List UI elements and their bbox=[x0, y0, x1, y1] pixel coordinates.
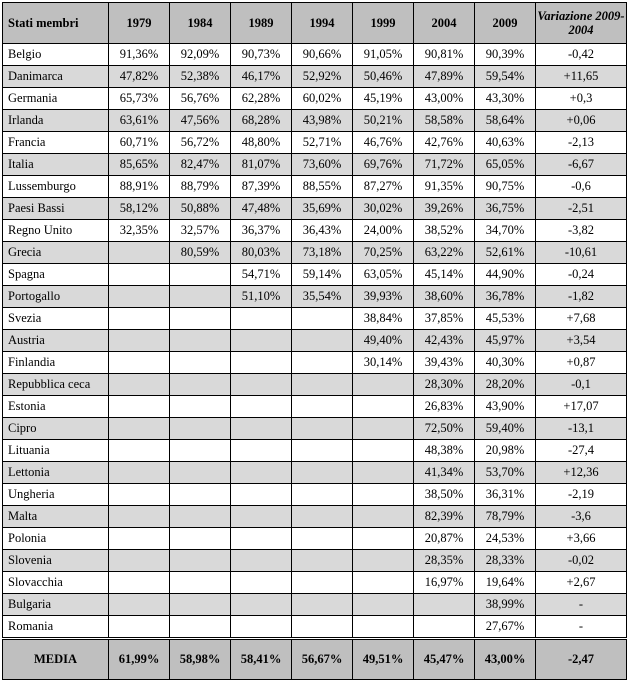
turnout-cell: 48,38% bbox=[414, 440, 475, 462]
turnout-cell bbox=[231, 440, 292, 462]
variation-cell: +0,06 bbox=[536, 110, 627, 132]
turnout-cell bbox=[170, 374, 231, 396]
turnout-cell: 60,02% bbox=[292, 88, 353, 110]
turnout-cell: 24,00% bbox=[353, 220, 414, 242]
country-cell: Malta bbox=[3, 506, 109, 528]
country-cell: Slovacchia bbox=[3, 572, 109, 594]
table-row bbox=[3, 198, 627, 220]
variation-cell: -0,1 bbox=[536, 374, 627, 396]
turnout-cell bbox=[292, 396, 353, 418]
turnout-cell bbox=[109, 396, 170, 418]
turnout-cell: 56,76% bbox=[170, 88, 231, 110]
turnout-cell: 43,30% bbox=[475, 88, 536, 110]
turnout-cell: 46,17% bbox=[231, 66, 292, 88]
table-row bbox=[3, 110, 627, 132]
turnout-cell bbox=[109, 594, 170, 616]
variation-cell: -2,13 bbox=[536, 132, 627, 154]
table-row bbox=[3, 352, 627, 374]
country-cell: Irlanda bbox=[3, 110, 109, 132]
turnout-cell: 47,48% bbox=[231, 198, 292, 220]
turnout-cell: 39,43% bbox=[414, 352, 475, 374]
turnout-cell: 80,03% bbox=[231, 242, 292, 264]
variation-cell: +17,07 bbox=[536, 396, 627, 418]
turnout-cell: 59,14% bbox=[292, 264, 353, 286]
turnout-cell: 73,18% bbox=[292, 242, 353, 264]
turnout-cell bbox=[170, 418, 231, 440]
table-row bbox=[3, 154, 627, 176]
turnout-cell bbox=[292, 462, 353, 484]
variation-cell: +3,66 bbox=[536, 528, 627, 550]
turnout-table-container bbox=[2, 2, 626, 680]
variation-cell: +12,36 bbox=[536, 462, 627, 484]
turnout-cell: 36,31% bbox=[475, 484, 536, 506]
turnout-cell bbox=[109, 242, 170, 264]
turnout-cell bbox=[231, 308, 292, 330]
turnout-cell: 44,90% bbox=[475, 264, 536, 286]
turnout-cell: 26,83% bbox=[414, 396, 475, 418]
turnout-cell bbox=[231, 396, 292, 418]
turnout-cell: 39,26% bbox=[414, 198, 475, 220]
variation-cell: +0,87 bbox=[536, 352, 627, 374]
variation-cell: -13,1 bbox=[536, 418, 627, 440]
turnout-cell: 28,35% bbox=[414, 550, 475, 572]
turnout-cell: 81,07% bbox=[231, 154, 292, 176]
turnout-cell: 32,57% bbox=[170, 220, 231, 242]
country-cell: Spagna bbox=[3, 264, 109, 286]
country-cell: Ungheria bbox=[3, 484, 109, 506]
variation-cell: -0,24 bbox=[536, 264, 627, 286]
turnout-cell: 42,76% bbox=[414, 132, 475, 154]
table-row bbox=[3, 330, 627, 352]
turnout-cell bbox=[353, 506, 414, 528]
table-row bbox=[3, 374, 627, 396]
turnout-cell: 45,97% bbox=[475, 330, 536, 352]
variation-cell: -6,67 bbox=[536, 154, 627, 176]
table-row bbox=[3, 176, 627, 198]
country-cell: Francia bbox=[3, 132, 109, 154]
turnout-cell bbox=[231, 528, 292, 550]
turnout-cell bbox=[353, 616, 414, 639]
turnout-cell bbox=[292, 506, 353, 528]
turnout-cell bbox=[292, 330, 353, 352]
turnout-cell: 16,97% bbox=[414, 572, 475, 594]
country-cell: Austria bbox=[3, 330, 109, 352]
turnout-cell: 32,35% bbox=[109, 220, 170, 242]
table-row bbox=[3, 264, 627, 286]
turnout-cell bbox=[170, 594, 231, 616]
turnout-cell: 36,43% bbox=[292, 220, 353, 242]
turnout-cell: 78,79% bbox=[475, 506, 536, 528]
turnout-cell: 50,46% bbox=[353, 66, 414, 88]
turnout-cell bbox=[109, 572, 170, 594]
variation-cell: -3,6 bbox=[536, 506, 627, 528]
turnout-cell: 51,10% bbox=[231, 286, 292, 308]
country-cell: Svezia bbox=[3, 308, 109, 330]
turnout-cell: 45,19% bbox=[353, 88, 414, 110]
turnout-cell: 71,72% bbox=[414, 154, 475, 176]
turnout-cell: 88,55% bbox=[292, 176, 353, 198]
table-header bbox=[3, 3, 627, 44]
turnout-cell bbox=[109, 440, 170, 462]
variation-cell: -3,82 bbox=[536, 220, 627, 242]
turnout-cell: 24,53% bbox=[475, 528, 536, 550]
header-cell-1979: 1979 bbox=[109, 3, 170, 44]
turnout-cell: 39,93% bbox=[353, 286, 414, 308]
turnout-cell bbox=[170, 462, 231, 484]
turnout-cell: 90,39% bbox=[475, 44, 536, 66]
turnout-cell: 87,27% bbox=[353, 176, 414, 198]
turnout-cell bbox=[231, 572, 292, 594]
header-cell-variation: Variazione 2009-2004 bbox=[536, 3, 627, 44]
average-cell: 58,41% bbox=[231, 639, 292, 680]
turnout-cell: 90,75% bbox=[475, 176, 536, 198]
turnout-cell bbox=[292, 440, 353, 462]
average-variation-cell: -2,47 bbox=[536, 639, 627, 680]
turnout-cell: 20,87% bbox=[414, 528, 475, 550]
turnout-cell: 28,30% bbox=[414, 374, 475, 396]
turnout-cell bbox=[170, 484, 231, 506]
country-cell: Romania bbox=[3, 616, 109, 639]
turnout-cell: 38,50% bbox=[414, 484, 475, 506]
turnout-cell: 37,85% bbox=[414, 308, 475, 330]
turnout-cell: 45,14% bbox=[414, 264, 475, 286]
turnout-cell: 91,36% bbox=[109, 44, 170, 66]
table-row bbox=[3, 484, 627, 506]
turnout-cell: 36,75% bbox=[475, 198, 536, 220]
turnout-cell: 28,33% bbox=[475, 550, 536, 572]
country-cell: Danimarca bbox=[3, 66, 109, 88]
country-cell: Cipro bbox=[3, 418, 109, 440]
turnout-cell bbox=[109, 418, 170, 440]
turnout-cell: 53,70% bbox=[475, 462, 536, 484]
turnout-cell bbox=[109, 616, 170, 639]
turnout-cell bbox=[353, 572, 414, 594]
country-cell: Slovenia bbox=[3, 550, 109, 572]
turnout-cell: 90,81% bbox=[414, 44, 475, 66]
turnout-cell bbox=[231, 594, 292, 616]
turnout-cell: 65,05% bbox=[475, 154, 536, 176]
variation-cell: -0,42 bbox=[536, 44, 627, 66]
turnout-cell: 92,09% bbox=[170, 44, 231, 66]
table-row bbox=[3, 616, 627, 639]
turnout-cell: 59,40% bbox=[475, 418, 536, 440]
turnout-cell: 43,90% bbox=[475, 396, 536, 418]
turnout-cell bbox=[353, 418, 414, 440]
table-body bbox=[3, 44, 627, 639]
country-cell: Italia bbox=[3, 154, 109, 176]
turnout-cell: 30,02% bbox=[353, 198, 414, 220]
turnout-cell bbox=[170, 286, 231, 308]
turnout-cell: 47,89% bbox=[414, 66, 475, 88]
turnout-cell: 47,82% bbox=[109, 66, 170, 88]
turnout-cell bbox=[170, 396, 231, 418]
turnout-cell bbox=[353, 374, 414, 396]
table-row bbox=[3, 550, 627, 572]
variation-cell: +0,3 bbox=[536, 88, 627, 110]
average-cell: 61,99% bbox=[109, 639, 170, 680]
table-row bbox=[3, 440, 627, 462]
average-cell: 56,67% bbox=[292, 639, 353, 680]
turnout-cell: 38,52% bbox=[414, 220, 475, 242]
table-row bbox=[3, 528, 627, 550]
country-cell: Portogallo bbox=[3, 286, 109, 308]
turnout-cell: 63,22% bbox=[414, 242, 475, 264]
average-cell: 43,00% bbox=[475, 639, 536, 680]
turnout-cell: 68,28% bbox=[231, 110, 292, 132]
country-cell: Estonia bbox=[3, 396, 109, 418]
header-cell-2004: 2004 bbox=[414, 3, 475, 44]
turnout-cell: 63,05% bbox=[353, 264, 414, 286]
variation-cell: - bbox=[536, 594, 627, 616]
turnout-cell: 80,59% bbox=[170, 242, 231, 264]
turnout-cell bbox=[109, 352, 170, 374]
turnout-cell bbox=[170, 528, 231, 550]
turnout-cell bbox=[231, 550, 292, 572]
turnout-cell bbox=[292, 484, 353, 506]
country-cell: Lussemburgo bbox=[3, 176, 109, 198]
turnout-cell: 58,58% bbox=[414, 110, 475, 132]
turnout-cell: 30,14% bbox=[353, 352, 414, 374]
turnout-cell bbox=[231, 374, 292, 396]
variation-cell: -0,02 bbox=[536, 550, 627, 572]
turnout-cell bbox=[231, 462, 292, 484]
turnout-cell: 46,76% bbox=[353, 132, 414, 154]
country-cell: Grecia bbox=[3, 242, 109, 264]
turnout-cell: 52,71% bbox=[292, 132, 353, 154]
turnout-cell bbox=[292, 418, 353, 440]
turnout-cell: 90,73% bbox=[231, 44, 292, 66]
turnout-cell: 73,60% bbox=[292, 154, 353, 176]
turnout-cell bbox=[292, 550, 353, 572]
table-row bbox=[3, 396, 627, 418]
turnout-cell: 56,72% bbox=[170, 132, 231, 154]
country-cell: Bulgaria bbox=[3, 594, 109, 616]
turnout-cell bbox=[109, 506, 170, 528]
country-cell: Germania bbox=[3, 88, 109, 110]
header-cell-2009: 2009 bbox=[475, 3, 536, 44]
turnout-cell: 65,73% bbox=[109, 88, 170, 110]
turnout-cell bbox=[292, 352, 353, 374]
turnout-cell: 34,70% bbox=[475, 220, 536, 242]
table-row bbox=[3, 418, 627, 440]
turnout-cell: 52,61% bbox=[475, 242, 536, 264]
table-row bbox=[3, 242, 627, 264]
turnout-cell: 38,60% bbox=[414, 286, 475, 308]
country-cell: Paesi Bassi bbox=[3, 198, 109, 220]
turnout-cell: 88,91% bbox=[109, 176, 170, 198]
variation-cell: +11,65 bbox=[536, 66, 627, 88]
header-cell-1989: 1989 bbox=[231, 3, 292, 44]
turnout-cell: 63,61% bbox=[109, 110, 170, 132]
turnout-cell bbox=[170, 440, 231, 462]
header-cell-1999: 1999 bbox=[353, 3, 414, 44]
turnout-cell bbox=[353, 484, 414, 506]
turnout-cell bbox=[109, 264, 170, 286]
turnout-cell: 91,05% bbox=[353, 44, 414, 66]
turnout-cell bbox=[109, 462, 170, 484]
table-footer bbox=[3, 639, 627, 680]
variation-cell: +7,68 bbox=[536, 308, 627, 330]
turnout-cell: 49,40% bbox=[353, 330, 414, 352]
turnout-cell bbox=[231, 352, 292, 374]
turnout-cell: 50,21% bbox=[353, 110, 414, 132]
turnout-cell bbox=[353, 550, 414, 572]
turnout-cell bbox=[231, 506, 292, 528]
turnout-cell bbox=[292, 374, 353, 396]
turnout-cell: 38,99% bbox=[475, 594, 536, 616]
average-cell: 49,51% bbox=[353, 639, 414, 680]
turnout-cell: 42,43% bbox=[414, 330, 475, 352]
turnout-cell bbox=[109, 330, 170, 352]
header-cell-country: Stati membri bbox=[3, 3, 109, 44]
variation-cell: -2,51 bbox=[536, 198, 627, 220]
table-row bbox=[3, 132, 627, 154]
table-row bbox=[3, 44, 627, 66]
turnout-cell bbox=[109, 550, 170, 572]
table-row bbox=[3, 594, 627, 616]
turnout-cell: 35,54% bbox=[292, 286, 353, 308]
turnout-cell bbox=[353, 440, 414, 462]
turnout-cell: 85,65% bbox=[109, 154, 170, 176]
turnout-cell bbox=[170, 330, 231, 352]
variation-cell: +2,67 bbox=[536, 572, 627, 594]
turnout-cell bbox=[109, 374, 170, 396]
turnout-cell: 60,71% bbox=[109, 132, 170, 154]
turnout-cell bbox=[231, 484, 292, 506]
variation-cell: -1,82 bbox=[536, 286, 627, 308]
table-row bbox=[3, 66, 627, 88]
turnout-cell: 72,50% bbox=[414, 418, 475, 440]
table-row bbox=[3, 286, 627, 308]
turnout-cell: 20,98% bbox=[475, 440, 536, 462]
turnout-cell: 62,28% bbox=[231, 88, 292, 110]
turnout-cell: 19,64% bbox=[475, 572, 536, 594]
turnout-cell bbox=[109, 286, 170, 308]
turnout-cell bbox=[231, 330, 292, 352]
turnout-cell: 40,63% bbox=[475, 132, 536, 154]
turnout-cell: 91,35% bbox=[414, 176, 475, 198]
turnout-cell bbox=[170, 308, 231, 330]
turnout-cell: 54,71% bbox=[231, 264, 292, 286]
turnout-cell bbox=[109, 484, 170, 506]
turnout-cell bbox=[292, 308, 353, 330]
turnout-cell: 69,76% bbox=[353, 154, 414, 176]
turnout-cell: 40,30% bbox=[475, 352, 536, 374]
table-row bbox=[3, 308, 627, 330]
turnout-cell bbox=[292, 528, 353, 550]
country-cell: Lettonia bbox=[3, 462, 109, 484]
turnout-cell bbox=[170, 352, 231, 374]
turnout-cell: 35,69% bbox=[292, 198, 353, 220]
variation-cell: -2,19 bbox=[536, 484, 627, 506]
turnout-cell bbox=[231, 616, 292, 639]
turnout-cell: 87,39% bbox=[231, 176, 292, 198]
country-cell: Polonia bbox=[3, 528, 109, 550]
header-cell-1984: 1984 bbox=[170, 3, 231, 44]
turnout-cell bbox=[353, 528, 414, 550]
turnout-cell: 52,92% bbox=[292, 66, 353, 88]
average-row bbox=[3, 639, 627, 680]
country-cell: Lituania bbox=[3, 440, 109, 462]
turnout-cell: 48,80% bbox=[231, 132, 292, 154]
turnout-cell: 52,38% bbox=[170, 66, 231, 88]
variation-cell: +3,54 bbox=[536, 330, 627, 352]
turnout-cell bbox=[353, 594, 414, 616]
average-cell: 45,47% bbox=[414, 639, 475, 680]
turnout-cell: 27,67% bbox=[475, 616, 536, 639]
turnout-cell: 59,54% bbox=[475, 66, 536, 88]
turnout-cell bbox=[170, 264, 231, 286]
header-row bbox=[3, 3, 627, 44]
turnout-cell bbox=[292, 594, 353, 616]
table-row bbox=[3, 220, 627, 242]
turnout-cell bbox=[170, 550, 231, 572]
turnout-table bbox=[2, 2, 627, 680]
turnout-cell: 41,34% bbox=[414, 462, 475, 484]
turnout-cell bbox=[170, 572, 231, 594]
country-cell: Belgio bbox=[3, 44, 109, 66]
country-cell: Repubblica ceca bbox=[3, 374, 109, 396]
table-row bbox=[3, 462, 627, 484]
turnout-cell: 82,39% bbox=[414, 506, 475, 528]
turnout-cell bbox=[170, 506, 231, 528]
turnout-cell bbox=[353, 396, 414, 418]
turnout-cell: 43,98% bbox=[292, 110, 353, 132]
table-row bbox=[3, 572, 627, 594]
turnout-cell bbox=[109, 308, 170, 330]
turnout-cell: 58,12% bbox=[109, 198, 170, 220]
variation-cell: - bbox=[536, 616, 627, 639]
turnout-cell: 88,79% bbox=[170, 176, 231, 198]
turnout-cell: 58,64% bbox=[475, 110, 536, 132]
turnout-cell: 50,88% bbox=[170, 198, 231, 220]
turnout-cell bbox=[109, 528, 170, 550]
turnout-cell: 43,00% bbox=[414, 88, 475, 110]
variation-cell: -27,4 bbox=[536, 440, 627, 462]
turnout-cell: 38,84% bbox=[353, 308, 414, 330]
turnout-cell: 82,47% bbox=[170, 154, 231, 176]
country-cell: Regno Unito bbox=[3, 220, 109, 242]
turnout-cell: 90,66% bbox=[292, 44, 353, 66]
turnout-cell: 28,20% bbox=[475, 374, 536, 396]
country-cell: Finlandia bbox=[3, 352, 109, 374]
variation-cell: -10,61 bbox=[536, 242, 627, 264]
turnout-cell bbox=[292, 616, 353, 639]
turnout-cell bbox=[170, 616, 231, 639]
variation-cell: -0,6 bbox=[536, 176, 627, 198]
turnout-cell bbox=[414, 616, 475, 639]
table-row bbox=[3, 88, 627, 110]
average-cell: 58,98% bbox=[170, 639, 231, 680]
turnout-cell: 36,37% bbox=[231, 220, 292, 242]
average-label: MEDIA bbox=[3, 639, 109, 680]
turnout-cell bbox=[353, 462, 414, 484]
turnout-cell: 47,56% bbox=[170, 110, 231, 132]
table-row bbox=[3, 506, 627, 528]
turnout-cell: 70,25% bbox=[353, 242, 414, 264]
turnout-cell bbox=[292, 572, 353, 594]
header-cell-1994: 1994 bbox=[292, 3, 353, 44]
turnout-cell bbox=[231, 418, 292, 440]
turnout-cell: 36,78% bbox=[475, 286, 536, 308]
turnout-cell: 45,53% bbox=[475, 308, 536, 330]
turnout-cell bbox=[414, 594, 475, 616]
